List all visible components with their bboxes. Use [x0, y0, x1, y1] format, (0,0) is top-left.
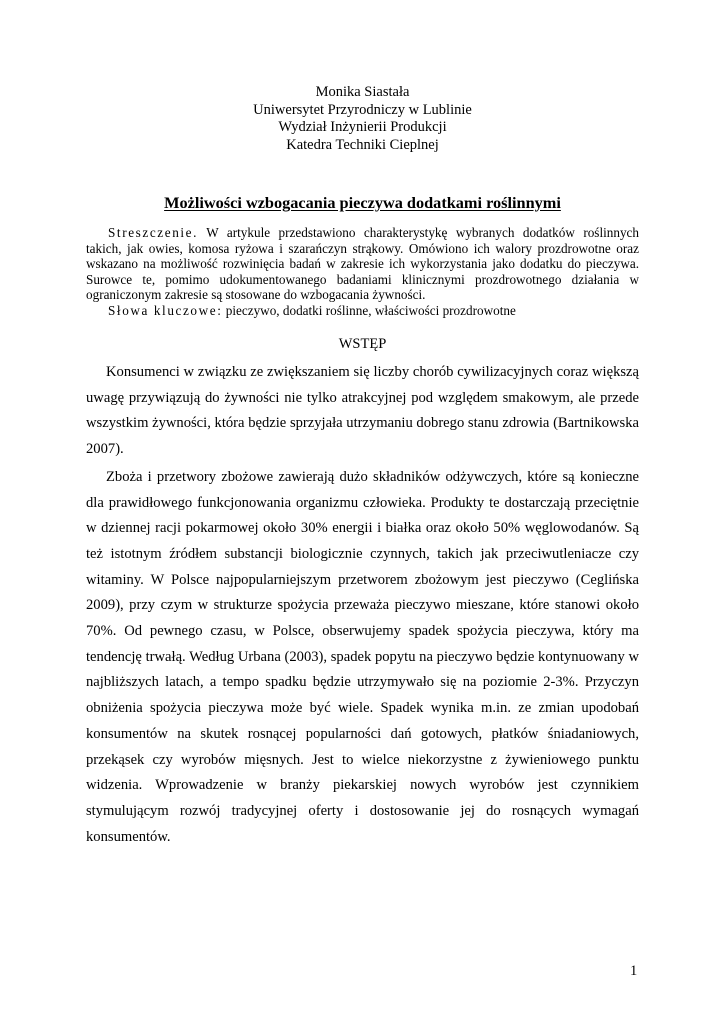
body-text: [86, 360, 639, 852]
paper-title: Możliwości wzbogacania pieczywa dodatkami roślinnymi: [164, 193, 561, 212]
abstract-text: W artykule przedstawiono charakterystykę wybranych dodatków roślinnych takich, jak owies, komosa ryżowa i szarańczyn strąkowy. Omówiono ich walory prozdrowotne oraz wskazano na możliwość rozwinięcia badań w zakresie ich wykorzystania jako dodatku do pieczywa. Surowce te, pomimo udokumentowanego badaniami klinicznymi prozdrowotnego działania w ograniczonym zakresie są stosowane do wzbogacania żywności.: [86, 225, 639, 303]
keywords-line: [86, 303, 639, 319]
faculty-name: Wydział Inżynierii Produkcji: [278, 119, 447, 135]
section-heading: WSTĘP: [338, 336, 387, 352]
body-paragraph-2: Zboża i przetwory zbożowe zawierają dużo składników odżywczych, które są konieczne dla prawidłowego funkcjonowania organizmu człowieka. Produkty te dostarczają przeciętnie w dziennej racji pokarmowej około 30% energii i białka oraz około 50% węglowodanów. Są też istotnym źródłem substancji biologicznie czynnych, takich jak przeciwutleniacze czy witaminy. W Polsce najpopularniejszym przetworem zbożowym jest pieczywo (Ceglińska 2009), przy czym w strukturze spożycia przeważa pieczywo mieszane, które stanowi około 70%. Od pewnego czasu, w Polsce, obserwujemy spadek spożycia pieczywa, który ma tendencję trwałą. Według Urbana (2003), spadek popytu na pieczywo będzie kontynuowany w najbliższych latach, a tempo spadku będzie utrzymywało się na poziomie 2-3%. Przyczyn obniżenia spożycia pieczywa może być wiele. Spadek wynika m.in. ze zmian upodobań konsumentów na skutek rosnącej popularności dań gotowych, płatków śniadaniowych, przekąsek czy wyrobów mięsnych. Jest to wielce niekorzystne z żywieniowego punktu widzenia. Wprowadzenie w branży piekarskiej nowych wyrobów jest czynnikiem stymulującym rozwój tradycyjnej oferty i dostosowanie jej do rosnących wymagań konsumentów.: [86, 468, 639, 845]
page-number: 1: [630, 963, 638, 979]
abstract-block: [86, 225, 639, 319]
keywords-label: Słowa kluczowe:: [108, 302, 223, 318]
university-name: Uniwersytet Przyrodniczy w Lublinie: [253, 101, 472, 118]
author-affiliation-block: [0, 84, 725, 154]
department-name: Katedra Techniki Cieplnej: [286, 136, 439, 153]
body-paragraph-1: Konsumenci w związku ze zwiększaniem się liczby chorób cywilizacyjnych coraz większą uwagę przywiązują do żywności nie tylko atrakcyjnej pod względem smakowym, ale przede wszystkim żywności, która będzie sprzyjała utrzymaniu dobrego stanu zdrowia (Bartnikowska 2007).: [86, 364, 639, 458]
keywords-text: pieczywo, dodatki roślinne, właściwości prozdrowotne: [225, 302, 516, 318]
author-name: Monika Siastała: [315, 84, 410, 100]
abstract-label: Streszczenie.: [108, 225, 198, 240]
abstract-paragraph: [86, 225, 639, 303]
